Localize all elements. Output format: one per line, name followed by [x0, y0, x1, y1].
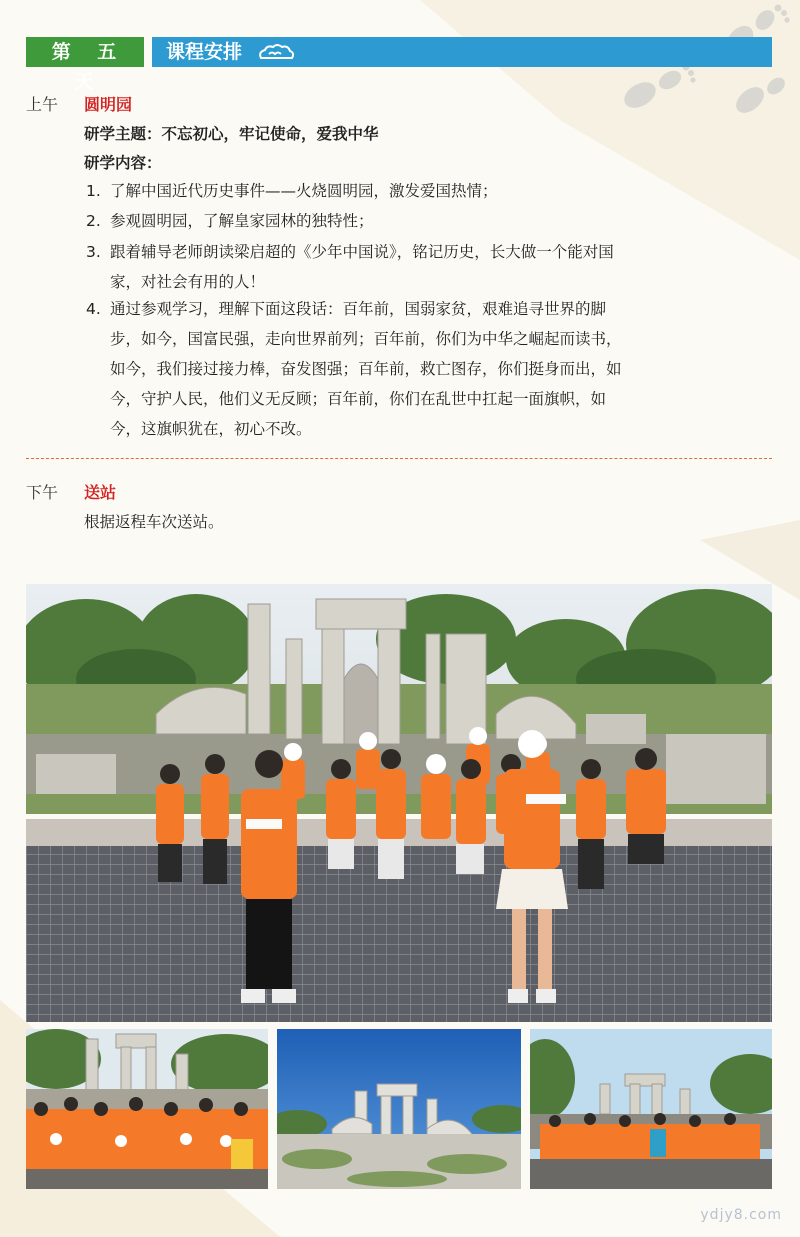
- photo-group-ruins: [26, 1029, 268, 1189]
- item-line: 今，守护人民，他们义无反顾；百年前，你们在乱世中扛起一面旗帜，如: [110, 390, 607, 408]
- item-line: 跟着辅导老师朗读梁启超的《少年中国说》，铭记历史，长大做一个能对国: [110, 243, 614, 261]
- main-photo-ruins-group: [26, 584, 772, 1022]
- auspicious-cloud-icon: [257, 44, 297, 62]
- item-number: 3.: [86, 243, 101, 261]
- item-number: 2.: [86, 212, 101, 230]
- item-line: 步，如今，国富民强，走向世界前列；百年前，你们为中华之崛起而读书，: [110, 330, 622, 348]
- study-theme: 研学主题：不忘初心，牢记使命，爱我中华: [84, 125, 379, 143]
- item-line: 参观圆明园，了解皇家园林的独特性；: [110, 212, 374, 230]
- item-line: 如今，我们接过接力棒，奋发图强；百年前，救亡图存，你们挺身而出，如: [110, 360, 622, 378]
- photo-group-standing: [530, 1029, 772, 1189]
- watermark: ydjy8.com: [700, 1207, 782, 1223]
- afternoon-time: 下午: [26, 483, 59, 502]
- afternoon-place: 送站: [84, 483, 117, 502]
- item-line: 了解中国近代历史事件——火烧圆明园，激发爱国热情；: [110, 182, 498, 200]
- item-line: 今，这旗帜犹在，初心不改。: [110, 420, 312, 438]
- morning-time: 上午: [26, 95, 59, 114]
- item-number: 4.: [86, 300, 101, 318]
- dashed-divider: [26, 458, 772, 459]
- item-line: 通过参观学习，理解下面这段话：百年前，国弱家贫，艰难追寻世界的脚: [110, 300, 607, 318]
- study-content-label: 研学内容：: [84, 154, 162, 172]
- section-title: 课程安排: [166, 41, 243, 63]
- item-line: 家，对社会有用的人！: [110, 273, 266, 291]
- section-title-bar: [152, 37, 772, 67]
- afternoon-text: 根据返程车次送站。: [84, 513, 224, 531]
- photo-ruins-blue-sky: [277, 1029, 521, 1189]
- day-label: 第 五 天: [26, 37, 144, 67]
- morning-place: 圆明园: [84, 95, 133, 114]
- item-number: 1.: [86, 182, 101, 200]
